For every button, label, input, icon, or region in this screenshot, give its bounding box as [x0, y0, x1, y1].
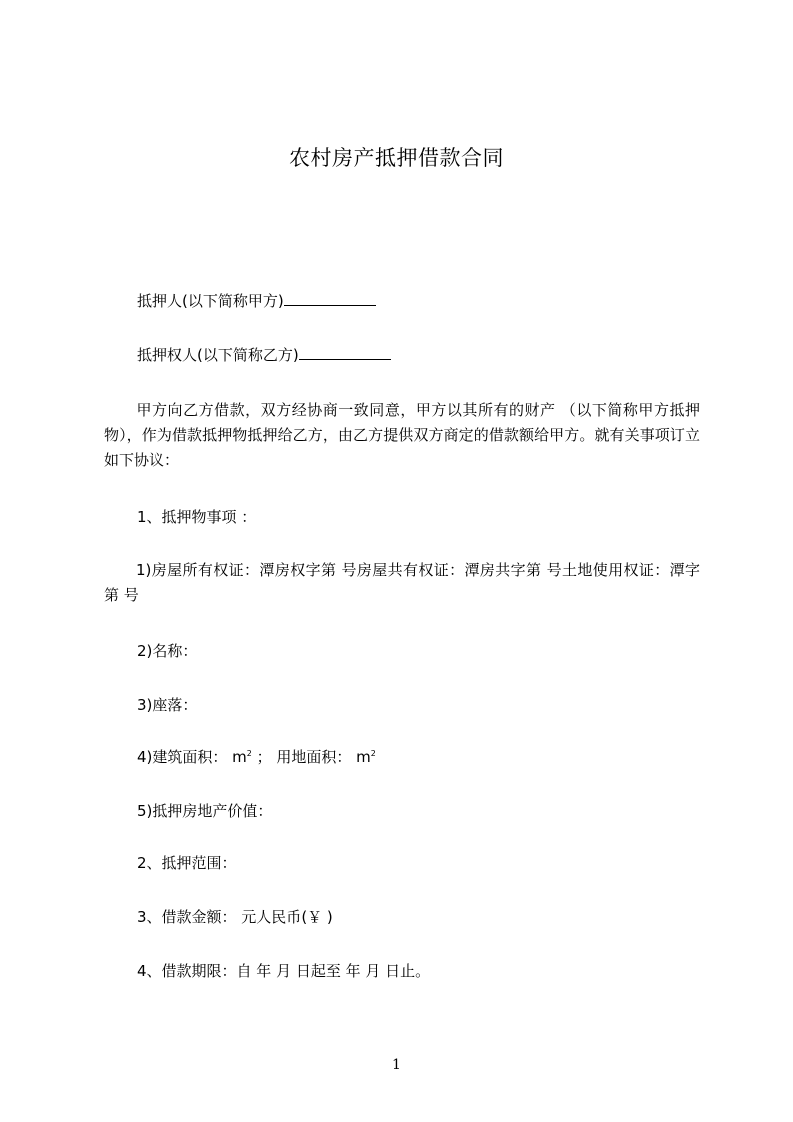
- sub-item-4: [137, 746, 376, 767]
- sub-item-5: 5)抵押房地产价值：: [137, 802, 273, 820]
- mortgagee-line: [137, 344, 391, 365]
- land-area-label: ； 用地面积： m: [251, 748, 371, 766]
- item-4: 4、借款期限：自 年 月 日起至 年 月 日止。: [137, 962, 431, 980]
- item-1: 1、抵押物事项 ：: [137, 508, 257, 526]
- square-superscript-2: 2: [370, 749, 376, 758]
- item-3: 3、借款金额： 元人民币(￥ ): [137, 908, 333, 926]
- document-title: 农村房产抵押借款合同: [289, 146, 504, 170]
- page-number: 1: [392, 1057, 401, 1073]
- item-2: 2、抵押范围：: [137, 854, 237, 872]
- mortgagor-blank: [284, 292, 376, 306]
- sub-item-1: [104, 558, 700, 608]
- intro-paragraph: [104, 398, 700, 473]
- sub-item-1-text: 1)房屋所有权证：潭房权字第 号房屋共有权证：潭房共字第 号土地使用权证：潭字第 号: [104, 561, 700, 604]
- mortgagor-line: [137, 290, 376, 311]
- mortgagee-label: 抵押权人(以下简称乙方): [137, 346, 299, 364]
- intro-text: 甲方向乙方借款，双方经协商一致同意，甲方以其所有的财产 （以下简称甲方抵押物），作为借款抵押物抵押给乙方，由乙方提供双方商定的借款额给甲方。就有关事项订立如下协议：: [104, 401, 700, 469]
- sub-item-2: 2)名称：: [137, 642, 198, 660]
- building-area-label: 4)建筑面积： m: [137, 748, 247, 766]
- mortgagor-label: 抵押人(以下简称甲方): [137, 292, 284, 310]
- mortgagee-blank: [299, 346, 391, 360]
- sub-item-3: 3)座落：: [137, 696, 198, 714]
- square-superscript: 2: [246, 749, 252, 758]
